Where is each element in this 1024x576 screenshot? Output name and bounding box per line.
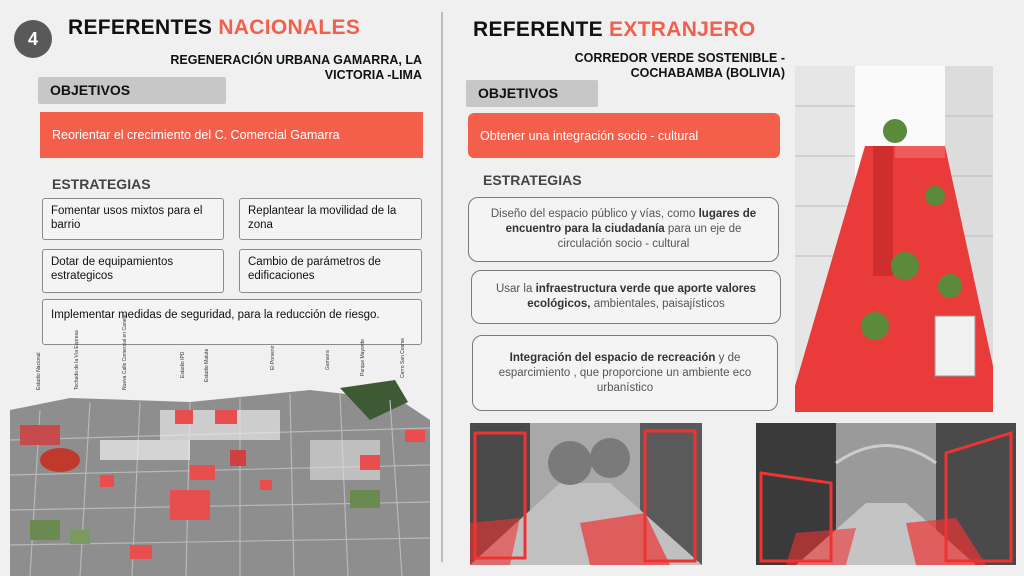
gamarra-aerial-map-image [10,380,430,576]
corridor-photo-2 [756,423,1016,565]
map-label-6: El Porvenir [270,345,276,370]
left-strategy-2: Replantear la movilidad de la zona [239,198,422,240]
right-strategy-1-text-b: lugares de encuentro para la ciudadanía [505,208,757,235]
right-strategy-3 [472,335,778,411]
left-strategy-1: Fomentar usos mixtos para el barrio [42,198,224,240]
left-title-accent: NACIONALES [218,16,361,39]
corridor-photo-1 [470,423,702,565]
right-estrategias-label: ESTRATEGIAS [483,172,582,188]
map-label-8: Parque Mayorde [360,339,366,376]
left-title [68,16,360,40]
right-strategy-2-text-c: ambientales, paisajísticos [590,298,725,310]
right-title [473,18,756,42]
column-divider [441,12,443,562]
right-objective-box: Obtener una integración socio - cultural [468,113,780,158]
corridor-render-image [795,66,993,412]
right-subtitle-line1: CORREDOR VERDE SOSTENIBLE - [574,51,785,65]
left-subtitle-line2: VICTORIA -LIMA [324,68,422,82]
right-subtitle [510,51,785,81]
left-estrategias-label: ESTRATEGIAS [52,176,151,192]
right-strategy-2 [471,270,781,324]
right-strategy-1-text-c: para un eje de circulación socio - cultural [557,223,742,250]
left-title-plain: REFERENTES [68,16,219,39]
left-subtitle-line1: REGENERACIÓN URBANA GAMARRA, LA [170,53,422,67]
right-title-accent: EXTRANJERO [609,18,756,41]
left-objetivos-tab: OBJETIVOS [38,77,226,104]
map-label-5: Estadio Matute [204,348,210,382]
map-label-4: Estadio IPD [180,351,186,378]
map-label-2: Techado de la Vía Expresa [74,330,80,390]
left-strategy-3: Dotar de equipamientos estrategicos [42,249,224,293]
right-strategy-1 [468,197,779,262]
left-strategy-4: Cambio de parámetros de edificaciones [239,249,422,293]
right-strategy-3-text-b: y de esparcimiento , que proporcione un ambiente eco urbanístico [498,351,752,394]
map-label-7: Gamarra [325,350,331,370]
map-label-9: Cerro San Cosme [400,337,406,378]
map-label-1: Estadio Nacional [36,352,42,390]
right-strategy-1-text-a: Diseño del espacio público y vías, como [490,208,699,220]
right-strategy-2-text-a: Usar la [495,283,536,295]
right-subtitle-line2: COCHABAMBA (BOLIVIA) [630,66,785,80]
map-label-3: Nueva Calle Comercial en Canete [122,314,128,390]
right-strategy-2-text-b: infraestructura verde que aporte valores ecológicos, [527,283,757,310]
right-strategy-3-text-a: Integración del espacio de recreación [509,351,716,364]
slide-number-badge: 4 [14,20,52,58]
left-objective-box: Reorientar el crecimiento del C. Comercial Gamarra [40,112,423,158]
right-objetivos-tab: OBJETIVOS [466,80,598,107]
right-title-plain: REFERENTE [473,18,610,41]
left-strategy-5: Implementar medidas de seguridad, para la reducción de riesgo. [42,299,422,345]
